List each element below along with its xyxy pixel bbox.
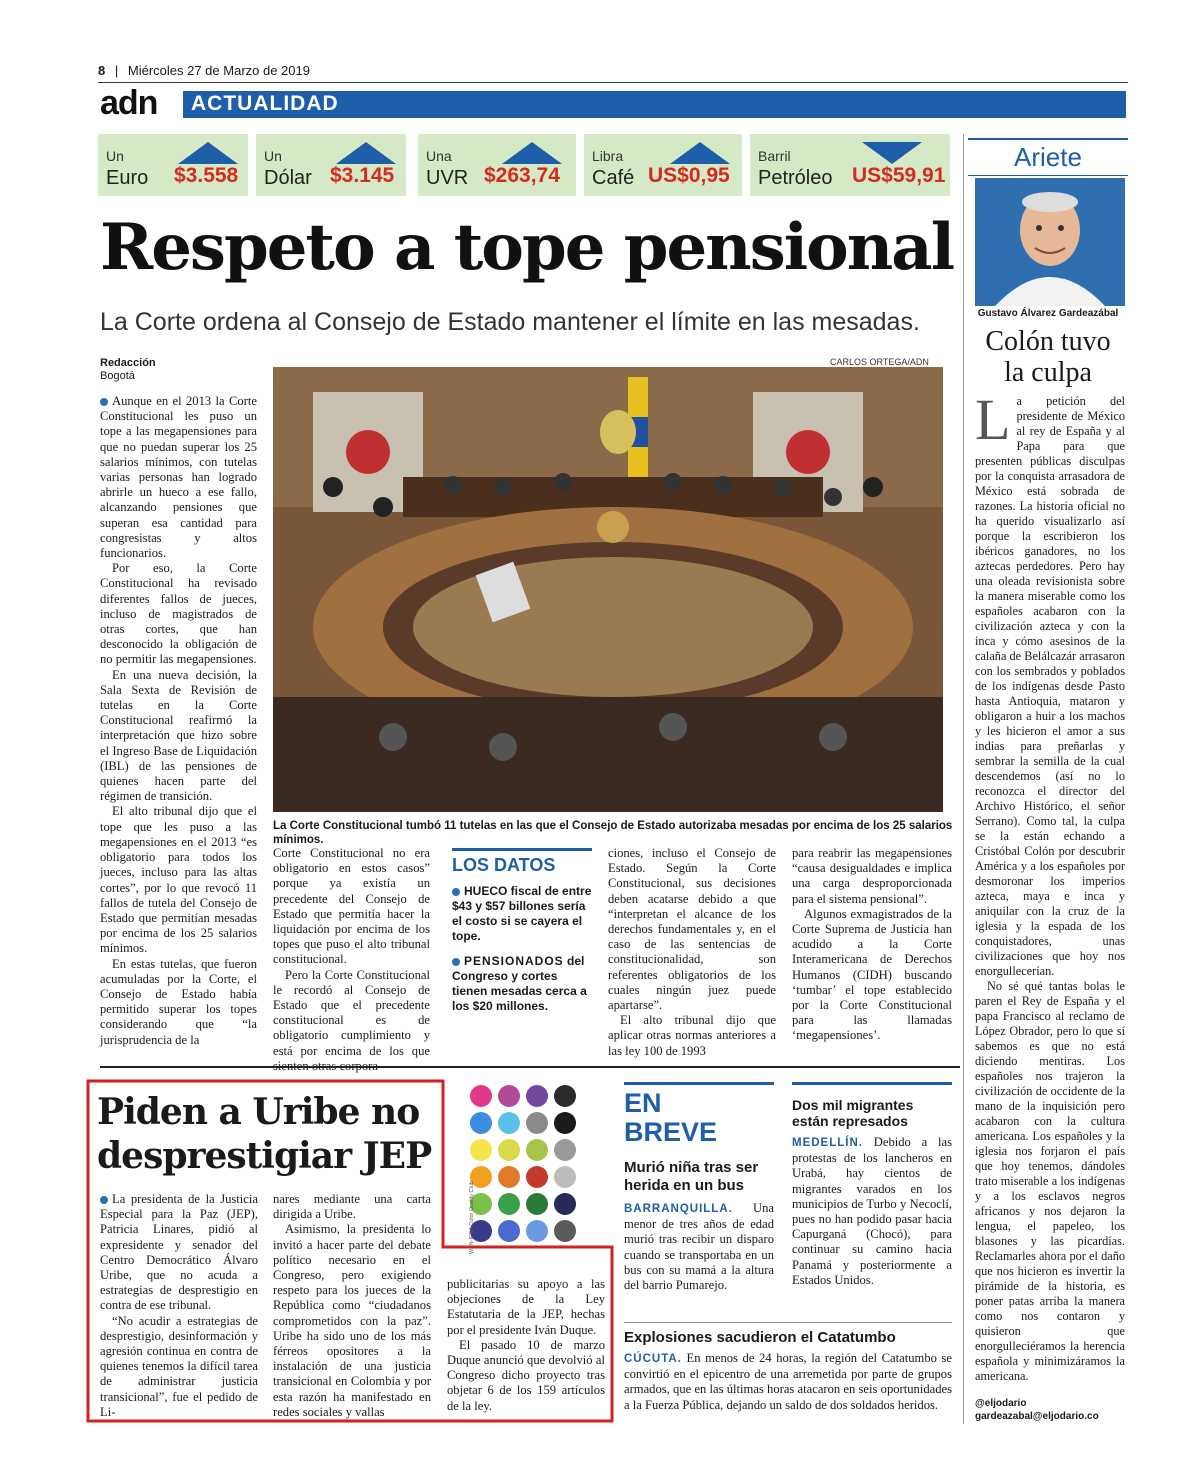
color-swatch — [526, 1193, 548, 1215]
paragraph: En estas tutelas, que fueron acumuladas por la Corte, el Consejo de Estado había permitido superar los topes considerando que “la jurisprudencia de la — [100, 956, 257, 1047]
color-swatch — [470, 1085, 492, 1107]
bullet-icon — [100, 398, 108, 406]
datos-text: fiscal de entre $43 y $57 billones sería el costo si se cayera el tope. — [452, 884, 592, 943]
paragraph: Corte Constitucional no era obligatorio en estos casos” porque ya existía un precedente del Consejo de Estado que permitía hacer la liquidación por encima de los topes que puso el alto tribunal constitucional. — [273, 846, 430, 967]
color-swatch — [498, 1193, 520, 1215]
brief-text: Una menor de tres años de edad murió tras recibir un disparo cuando se transportaba en un bus con su mamá a la altura del barrio Pumarejo. — [624, 1201, 774, 1293]
paragraph: Por eso, la Corte Constitucional ha revisado diferentes fallos de jueces, incluso de magistrados de otras cortes, que han desconocido la obligación de no permitir las megapensiones. — [100, 561, 257, 667]
brief-text: Debido a las protestas de los lancheros en Urabá, hay cientos de migrantes varados en los municipios de Turbo y Necoclí, pues no han podido pasar hacia Capurganá (Chocó), para continuar su camino hacia Panamá y posteriormente a Estados Unidos. — [792, 1135, 952, 1287]
color-swatch — [498, 1085, 520, 1107]
ticker-cafe-name: Café — [592, 167, 635, 189]
paragraph: No sé qué tantas bolas le paren el Rey de España y el papa Francisco al reclamo de López Obrador, pero lo que sí sabemos es que no está diciendo mentiras. Los españoles nos trajeron la civilización de occidente de la mano de la inquisición pero acabaron con la cultura americana. Los españoles y la iglesia nos forjaron el país que hoy tenemos, dándoles trato miserable a los indígenas y a los esclavos negros africanos y nos dejaron la lengua, el papeleo, los blasones y las picardías. Reclamarles ahora por el daño que nos hicieron es invertir la pirámide de la historia, es poner patas arriba la manera como nos contaron y quisieron que enorgulleciéramos la herencia española y minimizáramos la americana. — [975, 979, 1125, 1383]
paragraph: para reabrir las megapensiones “causa desigualdades e implica una carga desproporcionada para el sistema pensional”. — [792, 846, 952, 906]
main-article-col1 — [100, 394, 257, 1048]
color-swatch — [526, 1166, 548, 1188]
byline-city: Bogotá — [100, 370, 135, 382]
brief-city: MEDELLÍN. — [792, 1137, 863, 1149]
bullet-icon — [452, 958, 460, 966]
ticker-petroleo-value: US$59,91 — [852, 164, 946, 187]
color-swatch — [498, 1139, 520, 1161]
main-article-col4 — [608, 846, 776, 1059]
main-article-col5 — [792, 846, 952, 1044]
paragraph: Asimismo, la presidenta lo invitó a hacer parte del debate político necesario en el Congreso, pero exigiendo respeto para los jueces de la República como “ciudadanos comprometidos con la paz”. Uribe ha sido uno de los más férreos opositores a la instalación de una justicia transicional en Colombia y por esta razón ha manifestado en redes sociales y vallas — [273, 1222, 431, 1419]
datos-keyword: PENSIONADOS — [464, 954, 564, 968]
color-swatches — [467, 1082, 587, 1252]
bullet-icon — [100, 1196, 108, 1204]
brief-body — [624, 1201, 774, 1293]
issue-date: Miércoles 27 de Marzo de 2019 — [127, 63, 310, 78]
arrow-up-icon — [502, 142, 562, 164]
jep-col1 — [100, 1192, 258, 1420]
arrow-up-icon — [178, 142, 238, 164]
courtroom-image — [273, 367, 943, 812]
ticker-petroleo — [750, 134, 950, 196]
brief-headline: Explosiones sacudieron el Catatumbo — [624, 1329, 896, 1346]
ticker-cafe-label: Libra — [592, 148, 624, 164]
section-banner — [183, 91, 1126, 118]
jep-col2 — [273, 1192, 431, 1420]
photo-credit: CARLOS ORTEGA/ADN — [830, 357, 929, 367]
brief-catatumbo — [624, 1322, 952, 1413]
brief-text: En menos de 24 horas, la región del Catatumbo se convirtió en el epicentro de una arremetida por parte de grupos armados, que en las últimas horas atacaron en seis oportunidades a la Fuerza Pública, dejando un saldo de dos soldados heridos. — [624, 1351, 952, 1412]
photo-caption: La Corte Constitucional tumbó 11 tutelas en las que el Consejo de Estado autorizaba mesadas por encima de los 25 salarios mínimos. — [273, 820, 953, 846]
ticker-dolar-label: Un — [264, 148, 282, 164]
ticker-euro — [98, 134, 248, 196]
color-swatch — [526, 1085, 548, 1107]
brief-body — [624, 1351, 952, 1413]
paragraph: Pero la Corte Constitucional le recordó al Consejo de Estado que el precedente constitucional es de obligatorio cumplimiento y está por encima de los que — [273, 967, 430, 1058]
main-subheadline: La Corte ordena al Consejo de Estado mantener el límite en las mesadas. — [100, 308, 920, 336]
paragraph: Algunos exmagistrados de la Corte Suprema de Justicia han acudido a la Corte Interamericana de Derechos Humanos (CIDH) buscando ‘tumbar’ el tope establecido por la Corte Constitucional para las llamadas ‘megapensiones’. — [792, 906, 952, 1043]
ticker-cafe-value: US$0,95 — [648, 164, 730, 187]
paragraph: Aunque en el 2013 la Corte Constitucional les puso un tope a las megapensiones para que no puedan superar los 25 salarios mínimos, con tutelas varias personas han logrado abrirle un hueco a ese fallo, alcanzando pensiones que superan esa cantidad para congresistas y altos funcionarios. — [100, 394, 257, 561]
ariete-title: Ariete — [968, 138, 1128, 176]
paragraph: El alto tribunal dijo que el tope que les puso a las megapensiones en el 2013 “es obligatorio para todos los jueces, incluso para las altas cortes”, por lo que revocó 11 fallos de tutela del Consejo de Estado que permitían mesadas por encima de los 25 salarios mínimos. — [100, 804, 257, 956]
color-swatch — [554, 1220, 576, 1242]
author-portrait-image — [975, 178, 1125, 306]
brief-migrantes — [792, 1082, 952, 1288]
color-swatch — [554, 1085, 576, 1107]
paragraph: El pasado 10 de marzo Duque anunció que devolvió al Congreso dicho proyecto tras objetar 6 de los 159 artículos de la ley. — [447, 1337, 605, 1413]
dropcap: L — [975, 387, 1011, 452]
color-bar-label: WAN-IFRA Color Quality Club — [469, 1181, 475, 1254]
brief-body — [792, 1135, 952, 1288]
color-swatch — [554, 1193, 576, 1215]
ticker-euro-name: Euro — [106, 167, 149, 189]
ariete-contact — [975, 1397, 1099, 1423]
paragraph: a petición del presidente de México al rey de España y al Papa para que presenten públicas disculpas por la conquista arrasadora de México está sobrada de razones. La historia oficial no ha querido visualizarlo así porque la escribieron los ibéricos ganadores, no los aztecas perdedores. Pero hay una oleada revisionista sobre la manera miserable como los españoles acabaron con la civilización azteca y con la inca y cómo asesinos de la calaña de Belálcazár arrasaron con los sembrados y poblados de los indígenas desde Pasto hasta Antioquia, mataron y obligaron a huir a los machos y les hicieron el amor a sus indias para preñarlas y sembrar la semilla de la cual descendemos (así no lo reconozca el director del Archivo Histórico, el señor Serrano). Como tal, la culpa se la están echando a Cristóbal Colón por descubrir América y a los españoles por desmoronar los imperios azteca, maya e inca y aniquilar con la cruz de la iglesia y la espada de los conquistadores, unas civilizaciones que hoy nos enorgullecerían. — [975, 394, 1125, 978]
ticker-uvr-value: $263,74 — [484, 164, 560, 187]
en-breve-box — [624, 1082, 774, 1293]
paragraph: El alto tribunal dijo que aplicar otras normas anteriores a las ley 100 de 1993 — [608, 1013, 776, 1058]
color-swatch — [498, 1166, 520, 1188]
ticker-uvr-label: Una — [426, 148, 452, 164]
main-article-col2 — [273, 846, 430, 1074]
paragraph: nares mediante una carta dirigida a Uribe. — [273, 1192, 431, 1222]
adn-logo: adn — [100, 84, 158, 122]
ticker-dolar-value: $3.145 — [330, 164, 395, 187]
jep-headline: Piden a Uribe no desprestigiar JEP — [97, 1091, 432, 1177]
brief-headline: Murió niña tras ser herida en un bus — [624, 1159, 759, 1194]
ticker-uvr — [418, 134, 576, 196]
color-swatch — [470, 1112, 492, 1134]
ariete-headline: Colón tuvo la culpa — [985, 326, 1111, 388]
ticker-dolar-name: Dólar — [264, 167, 312, 189]
color-swatch — [470, 1139, 492, 1161]
color-swatch — [554, 1139, 576, 1161]
ariete-handle: @eljodario — [975, 1398, 1027, 1409]
byline-author: Redacción — [100, 357, 156, 369]
los-datos-box — [452, 848, 592, 1014]
paragraph: ciones, incluso el Consejo de Estado. Según la Corte Constitucional, sus decisiones deben acatarse debido a que “interpretan el alcance de los derechos fundamentales y, en el caso de las sentencias de constitucionalidad, son referentes obligatorios de los cuales ningún juez puede apartarse”. — [608, 846, 776, 1013]
brief-headline: Dos mil migrantes están represados — [792, 1097, 914, 1129]
page-header-line: 8 | Miércoles 27 de Marzo de 2019 — [98, 63, 310, 78]
paragraph: En una nueva decisión, la Sala Sexta de Revisión de tutelas en la Corte Constitucional reafirmó la interpretación que hizo sobre el Ingreso Base de Liquidación (IBL) de las pensiones de quienes hacen parte del régimen de transición. — [100, 667, 257, 804]
ariete-body — [975, 387, 1125, 1384]
ticker-petroleo-label: Barril — [758, 148, 791, 164]
ticker-euro-value: $3.558 — [174, 164, 239, 187]
bullet-icon — [452, 888, 460, 896]
byline — [100, 357, 156, 383]
datos-text: del Congreso y cortes tienen mesadas cerca a los $20 millones. — [452, 954, 587, 1013]
ariete-email: gardeazabal@eljodario.co — [975, 1411, 1099, 1422]
arrow-down-icon — [862, 142, 922, 164]
arrow-up-icon — [336, 142, 396, 164]
arrow-up-icon — [670, 142, 730, 164]
brief-city: BARRANQUILLA. — [624, 1203, 733, 1215]
color-swatch — [554, 1166, 576, 1188]
brief-city: CÚCUTA. — [624, 1353, 682, 1365]
ticker-dolar — [256, 134, 406, 196]
color-swatch — [554, 1112, 576, 1134]
color-swatch — [526, 1220, 548, 1242]
datos-keyword: HUECO — [464, 884, 508, 898]
color-swatch — [498, 1112, 520, 1134]
ticker-euro-label: Un — [106, 148, 124, 164]
court-photo — [273, 367, 943, 812]
page-number: 8 — [98, 63, 106, 78]
ticker-petroleo-name: Petróleo — [758, 167, 833, 189]
jep-col3 — [447, 1277, 605, 1414]
paragraph: La presidenta de la Justicia Especial para la Paz (JEP), Patricia Linares, pidió al expresidente y senador del Centro Democrático Álvaro Uribe, que no acuda a estrategias de desprestigio en contra de ese tribunal. — [100, 1192, 258, 1313]
author-photo — [975, 178, 1125, 306]
en-breve-title: EN BREVE — [624, 1088, 718, 1147]
los-datos-title: LOS DATOS — [452, 855, 556, 875]
color-swatch — [526, 1139, 548, 1161]
color-swatch — [498, 1220, 520, 1242]
section-title: ACTUALIDAD — [191, 92, 339, 115]
main-headline: Respeto a tope pensional — [100, 210, 954, 285]
ariete-author: Gustavo Álvarez Gardeazábal — [977, 308, 1119, 319]
ticker-cafe — [584, 134, 742, 196]
paragraph: “No acudir a estrategias de desprestigio, desinformación y agresión continua en contra de quienes tenemos la difícil tarea de administrar justicia transicional”, fue el pedido de Li- — [100, 1313, 258, 1419]
paragraph: publicitarias su apoyo a las objeciones de la Ley Estatutaria de la JEP, hechas por el presidente Iván Duque. — [447, 1277, 605, 1337]
color-quality-bar — [467, 1082, 587, 1252]
color-swatch — [526, 1112, 548, 1134]
ticker-uvr-name: UVR — [426, 167, 469, 189]
